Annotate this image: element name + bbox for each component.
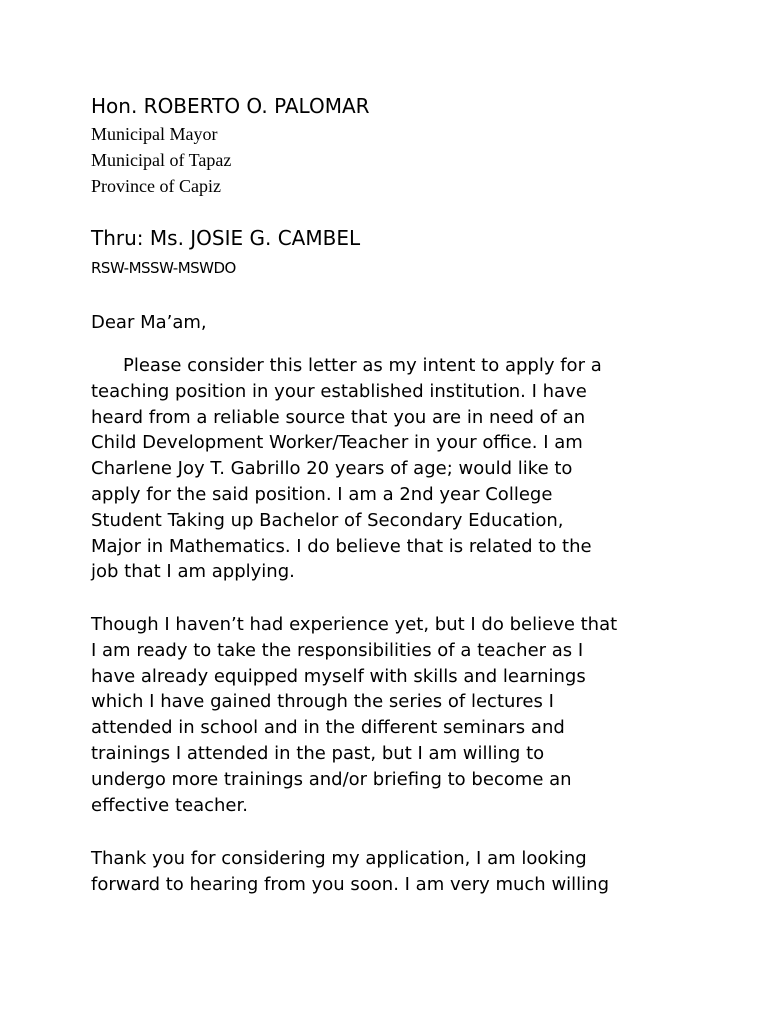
paragraph-line: forward to hearing from you soon. I am very much willing [91,873,610,895]
thru-line: Thru: Ms. JOSIE G. CAMBEL [91,226,361,250]
paragraph-line: have already equipped myself with skills and learnings [91,665,586,687]
paragraph-line: I am ready to take the responsibilities of a teacher as I [91,639,584,661]
recipient-name: Hon. ROBERTO O. PALOMAR [91,94,370,118]
recipient-office: Municipal of Tapaz [91,150,232,170]
paragraph-line: Though I haven’t had experience yet, but I do believe that [91,614,618,635]
paragraph-line: effective teacher. [91,794,248,816]
paragraph-line: which I have gained through the series of lectures I [91,691,554,713]
paragraph-experience [91,612,617,818]
paragraph-line: teaching position in your established institution. I have [91,380,587,402]
paragraph-line: Child Development Worker/Teacher in your office. I am [91,432,583,454]
paragraph-line: job that I am applying. [91,561,295,583]
thru-title: RSW-MSSW-MSWDO [91,259,236,277]
paragraph-line: trainings I attended in the past, but I am willing to [91,742,545,764]
paragraph-line: attended in school and in the different seminars and [91,717,565,739]
paragraph-line: heard from a reliable source that you are in need of an [91,406,586,428]
paragraph-line: Major in Mathematics. I do believe that is related to the [91,535,592,557]
salutation: Dear Ma’am, [91,312,207,333]
paragraph-line: Charlene Joy T. Gabrillo 20 years of age; would like to [91,458,573,480]
recipient-province: Province of Capiz [91,176,221,196]
paragraph-intent [91,353,602,585]
recipient-title: Municipal Mayor [91,124,218,144]
paragraph-line: Student Taking up Bachelor of Secondary Education, [91,509,564,531]
paragraph-line: apply for the said position. I am a 2nd year College [91,483,553,505]
paragraph-line: undergo more trainings and/or briefing to become an [91,768,572,790]
paragraph-line: Please consider this letter as my intent to apply for a [123,355,602,376]
paragraph-line: Thank you for considering my application, I am looking [91,848,587,869]
paragraph-closing [91,846,609,898]
